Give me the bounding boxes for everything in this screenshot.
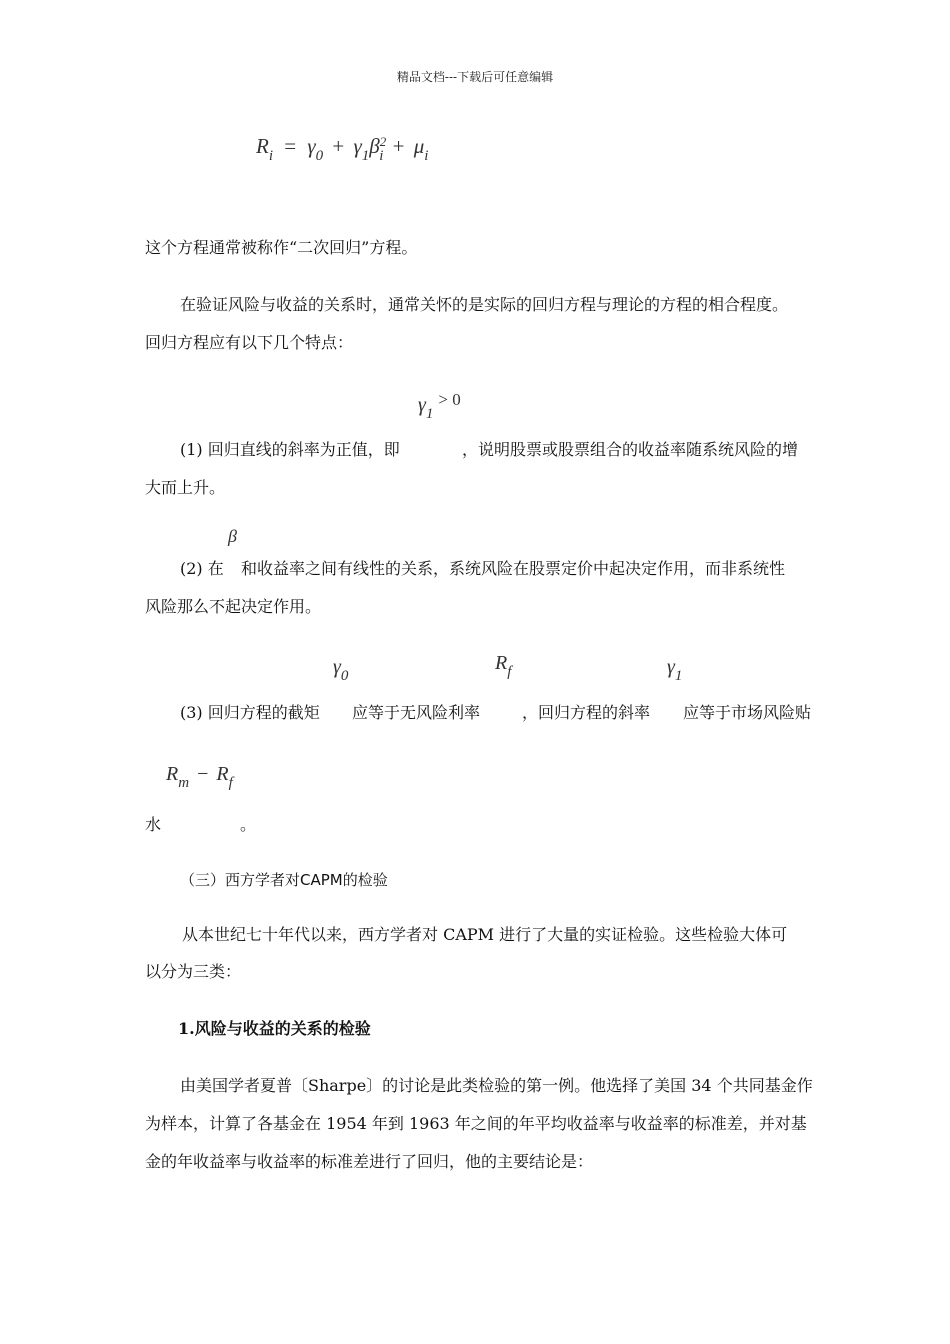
section-heading-capm-tests: （三）西方学者对CAPM的检验: [180, 871, 388, 889]
point1-line2: 大而上升。: [145, 478, 226, 497]
point1-line1b: ，说明股票或股票组合的收益率随系统风险的增: [462, 440, 799, 459]
formula-gamma1: $\gamma_1$: [667, 656, 683, 684]
point3-part-c: ，回归方程的斜率: [522, 703, 651, 722]
paragraph-empirical-tests-line1: 从本世纪七十年代以来，西方学者对 CAPM 进行了大量的实证检验。这些检验大体可: [182, 925, 788, 944]
paragraph-sharpe-line2: 为样本，计算了各基金在 1954 年到 1963 年之间的年平均收益率与收益率的标准差，并对基: [145, 1114, 807, 1133]
point3-part-b: 应等于无风险利率: [352, 703, 481, 722]
point2-line2: 风险那么不起决定作用。: [145, 597, 322, 616]
point3-line2a: 水: [145, 815, 162, 834]
point3-line2b: 。: [240, 815, 257, 834]
formula-gamma1-positive: $\gamma_1$ $^{> 0}$: [418, 390, 461, 422]
point2-line1a: (2) 在: [180, 559, 224, 578]
paragraph-empirical-tests-line2: 以分为三类：: [145, 962, 242, 981]
formula-market-risk-premium: $R_m - R_f$: [166, 763, 233, 791]
point2-line1b: 和收益率之间有线性的关系，系统风险在股票定价中起决定作用，而非系统性: [241, 559, 786, 578]
paragraph-quadratic-regression: 这个方程通常被称作“二次回归”方程。: [145, 238, 418, 257]
formula-beta: β: [228, 526, 237, 546]
paragraph-verify-line2: 回归方程应有以下几个特点：: [145, 333, 354, 352]
point3-part-a: (3) 回归方程的截矩: [180, 703, 320, 722]
paragraph-verify-line1: 在验证风险与收益的关系时，通常关怀的是实际的回归方程与理论的方程的相合程度。: [180, 295, 789, 314]
point3-part-d: 应等于市场风险贴: [683, 703, 812, 722]
page-header: 精品文档---下载后可任意编辑: [396, 70, 554, 84]
paragraph-sharpe-line1: 由美国学者夏普〔Sharpe〕的讨论是此类检验的第一例。他选择了美国 34 个共同基金作: [180, 1076, 813, 1095]
paragraph-sharpe-line3: 金的年收益率与收益率的标准差进行了回归，他的主要结论是：: [145, 1152, 594, 1171]
formula-risk-free-rate: $R_f$: [495, 652, 512, 680]
formula-gamma0: $\gamma_0$: [333, 656, 349, 684]
quadratic-regression-formula: $R_i = \gamma_0 + \gamma_1\beta^2_i + \mu_i$: [256, 134, 429, 164]
point1-line1a: (1) 回归直线的斜率为正值，即: [180, 440, 400, 459]
subsection-heading-risk-return: 1.风险与收益的关系的检验: [178, 1019, 371, 1038]
